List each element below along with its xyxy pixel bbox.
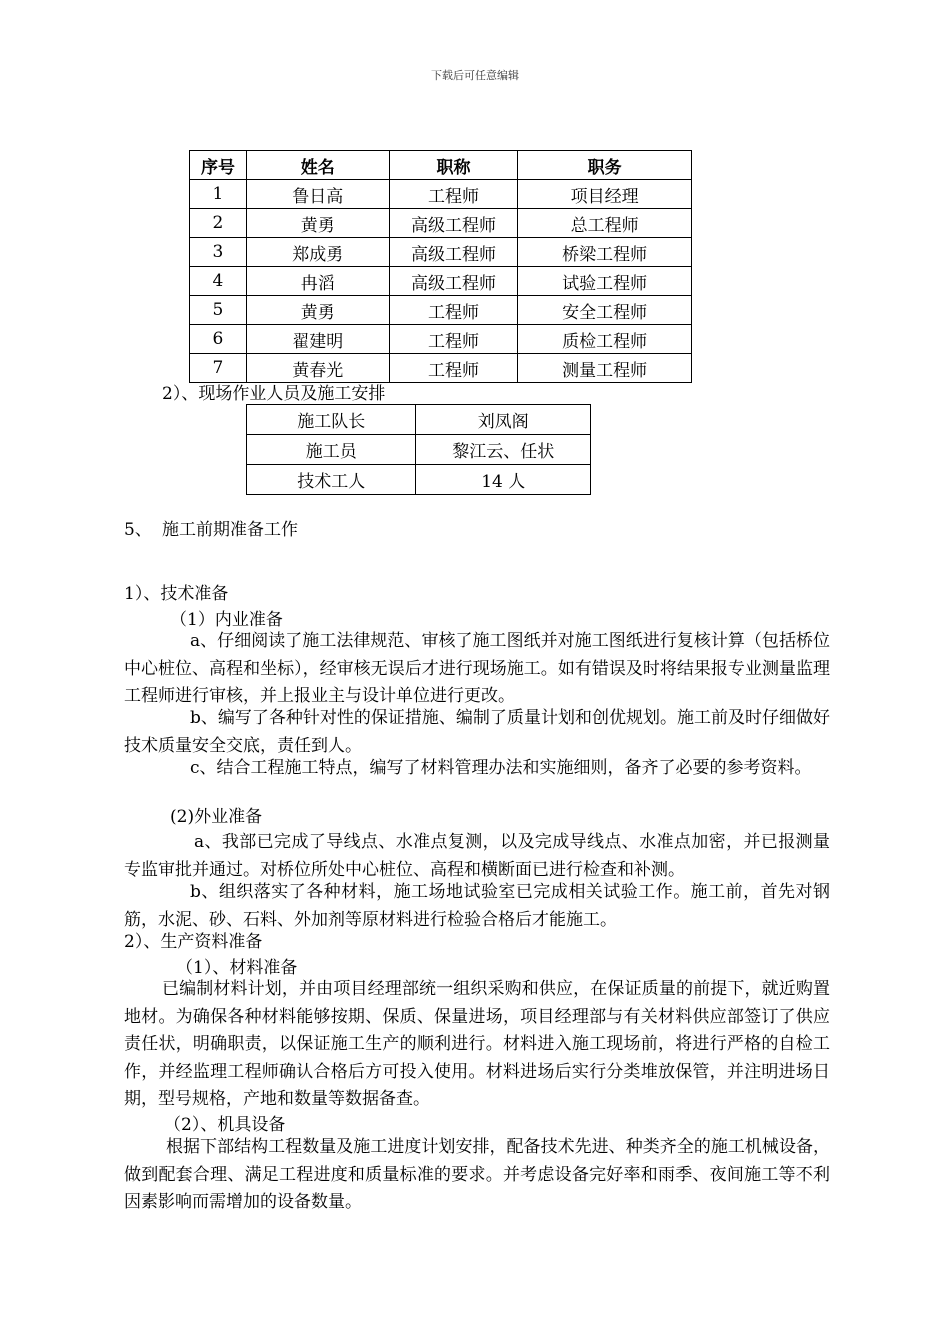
section-5-title: 施工前期准备工作: [162, 520, 298, 540]
cell-position: 项目经理: [518, 180, 692, 209]
internal-prep-b: b、编写了各种针对性的保证措施、编制了质量计划和创优规划。施工前及时仔细做好技术质量安全交底，责任到人。: [124, 708, 830, 756]
table-row: [190, 296, 692, 325]
internal-prep-c: c、结合工程施工特点，编写了材料管理办法和实施细则，备齐了必要的参考资料。: [190, 758, 812, 778]
table-row: [247, 405, 591, 435]
cell-index: 6: [190, 325, 247, 354]
cell-name: 郑成勇: [246, 238, 389, 267]
equipment-text: 根据下部结构工程数量及施工进度计划安排，配备技术先进、种类齐全的施工机械设备，做到配套合理、满足工程进度和质量标准的要求。并考虑设备完好率和雨季、夜间施工等不利因素影响而需增加的设备数量。: [124, 1137, 830, 1212]
cell-name: 鲁日高: [246, 180, 389, 209]
cell-role: 施工员: [247, 435, 416, 465]
cell-index: 5: [190, 296, 247, 325]
cell-person: 14 人: [416, 465, 591, 495]
tech-prep-heading: 1）、技术准备: [124, 584, 229, 604]
cell-person: 黎江云、任状: [416, 435, 591, 465]
cell-position: 桥梁工程师: [518, 238, 692, 267]
cell-position: 总工程师: [518, 209, 692, 238]
cell-position: 质检工程师: [518, 325, 692, 354]
cell-position: 试验工程师: [518, 267, 692, 296]
cell-name: 黄勇: [246, 296, 389, 325]
cell-role: 施工队长: [247, 405, 416, 435]
table-row: [190, 267, 692, 296]
table-row: [247, 435, 591, 465]
cell-position: 安全工程师: [518, 296, 692, 325]
cell-name: 冉滔: [246, 267, 389, 296]
section-5-number: 5、: [124, 520, 152, 540]
cell-title: 工程师: [389, 325, 518, 354]
cell-name: 翟建明: [246, 325, 389, 354]
cell-index: 3: [190, 238, 247, 267]
cell-name: 黄春光: [246, 354, 389, 383]
materials-text: 已编制材料计划，并由项目经理部统一组织采购和供应，在保证质量的前提下，就近购置地材。为确保各种材料能够按期、保质、保量进场，项目经理部与有关材料供应部签订了供应责任状，明确职责，以保证施工生产的顺利进行。材料进入施工现场前，将进行严格的自检工作，并经监理工程师确认合格后方可投入使用。材料进场后实行分类堆放保管，并注明进场日期，型号规格，产地和数量等数据备查。: [124, 979, 830, 1109]
equipment-heading: （2）、机具设备: [164, 1115, 286, 1135]
staff-table: [189, 150, 692, 383]
cell-title: 高级工程师: [389, 238, 518, 267]
col-header-index: 序号: [190, 151, 247, 180]
external-prep-b: b、组织落实了各种材料，施工场地试验室已完成相关试验工作。施工前，首先对钢筋，水泥、砂、石料、外加剂等原材料进行检验合格后才能施工。: [124, 882, 830, 930]
table-row: [247, 465, 591, 495]
external-prep-a: a、我部已完成了导线点、水准点复测，以及完成导线点、水准点加密，并已报测量专监审批并通过。对桥位所处中心桩位、高程和横断面已进行检查和补测。: [124, 832, 830, 880]
col-header-position: 职务: [518, 151, 692, 180]
cell-title: 工程师: [389, 180, 518, 209]
external-prep-heading: (2)外业准备: [170, 807, 263, 827]
col-header-name: 姓名: [246, 151, 389, 180]
col-header-title: 职称: [389, 151, 518, 180]
page-header-note: 下载后可任意编辑: [431, 69, 519, 82]
cell-name: 黄勇: [246, 209, 389, 238]
production-prep-heading: 2）、生产资料准备: [124, 932, 263, 952]
cell-index: 1: [190, 180, 247, 209]
cell-title: 高级工程师: [389, 209, 518, 238]
materials-heading: （1）、材料准备: [176, 958, 298, 978]
cell-title: 工程师: [389, 354, 518, 383]
cell-index: 7: [190, 354, 247, 383]
site-staff-heading: 2）、现场作业人员及施工安排: [162, 384, 386, 404]
cell-title: 工程师: [389, 296, 518, 325]
internal-prep-heading: （1）内业准备: [170, 610, 283, 630]
table-row: [190, 209, 692, 238]
cell-index: 4: [190, 267, 247, 296]
cell-index: 2: [190, 209, 247, 238]
cell-role: 技术工人: [247, 465, 416, 495]
cell-title: 高级工程师: [389, 267, 518, 296]
table-row: [190, 180, 692, 209]
table-row: [190, 325, 692, 354]
cell-person: 刘凤阁: [416, 405, 591, 435]
site-staff-table: [246, 404, 591, 495]
table-row: [190, 354, 692, 383]
staff-table-header-row: [190, 151, 692, 180]
table-row: [190, 238, 692, 267]
internal-prep-a: a、仔细阅读了施工法律规范、审核了施工图纸并对施工图纸进行复核计算（包括桥位中心桩位、高程和坐标），经审核无误后才进行现场施工。如有错误及时将结果报专业测量监理工程师进行审核，并上报业主与设计单位进行更改。: [124, 631, 830, 706]
cell-position: 测量工程师: [518, 354, 692, 383]
